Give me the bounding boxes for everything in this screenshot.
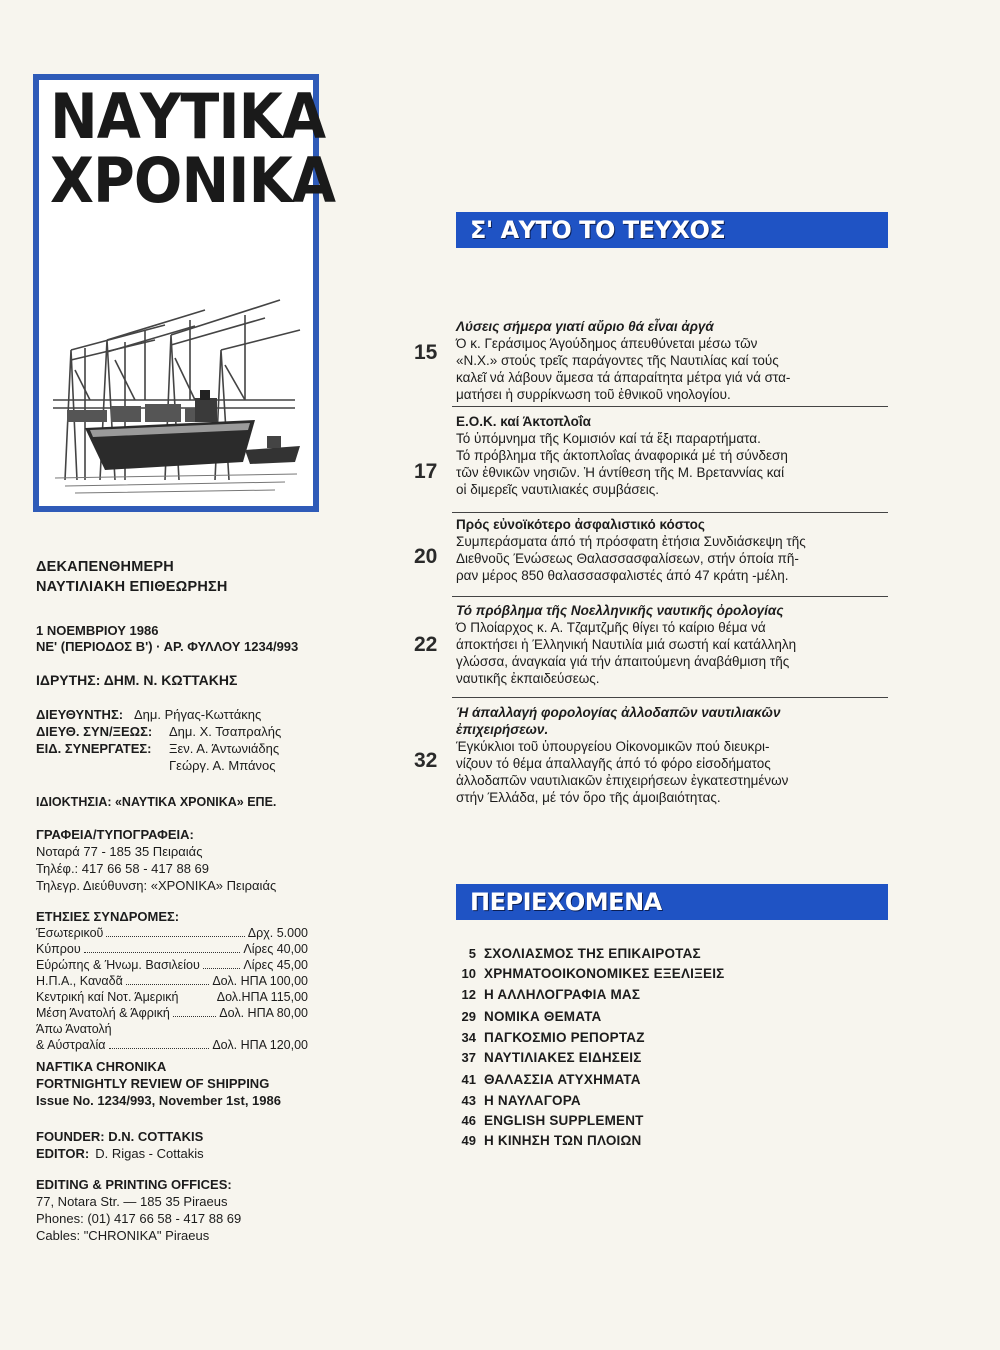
article-line: άποκτήσει ἡ Έλληνική Ναυτιλία μιά σωστή καί κατάλληλη [456,637,797,652]
toc-label: ENGLISH SUPPLEMENT [484,1113,644,1128]
subscription-price: Δολ.ΗΠΑ 115,00 [216,990,308,1004]
ship-crane-illustration [45,230,307,500]
subscription-region: Έσωτερικοῦ [36,926,104,940]
staff-name: Γεώργ. Α. Μπάνος [169,758,276,773]
office-line: Τηλεγρ. Διεύθυνση: «ΧΡΟΝΙΚΑ» Πειραιάς [36,878,277,893]
article-title: Λύσεις σήμερα γιατί αὔριο θά εἶναι ἀργά [456,319,714,334]
toc-item[interactable] [440,1009,601,1029]
toc-item[interactable] [440,1113,644,1133]
staff-name: Δημ. Ρήγας-Κωττάκης [134,707,262,722]
english-title: NAFTIKA CHRONIKA [36,1059,167,1074]
toc-label: Η ΝΑΥΛΑΓΟΡΑ [484,1093,581,1108]
subscription-row [36,925,308,941]
english-offices [36,1176,241,1244]
contents-banner [456,884,888,920]
staff-row [36,706,281,723]
subscription-region: Εύρώπης & Ήνωμ. Βασιλείου [36,958,200,972]
toc-item[interactable] [440,1072,641,1092]
article-line: τῶν ἐθνικῶν νησιῶν. Ἡ άντίθεση τῆς Μ. Βρεταννίας καί [456,465,785,480]
toc-page: 29 [461,1009,476,1024]
english-masthead [36,1058,281,1109]
staff-role: ΔΙΕΥΘΥΝΤΗΣ: [36,707,124,722]
toc-page: 41 [461,1072,476,1087]
divider [452,596,888,597]
article-page-number: 20 [414,545,438,568]
offices-heading: ΓΡΑΦΕΙΑ/ΤΥΠΟΓΡΑΦΕΙΑ: [36,827,194,842]
issue-date: 1 ΝΟΕΜΒΡΙΟΥ 1986 [36,623,159,638]
article-page-number: 15 [414,341,438,364]
english-credits [36,1128,204,1162]
toc-label: Η ΑΛΛΗΛΟΓΡΑΦΙΑ ΜΑΣ [484,987,641,1002]
article-line: Έγκύκλιοι τοῦ ὑπουργείου Οἰκονομικῶν πού διευκρι- [456,739,770,754]
article-line: ραν μέρος 850 θαλασσασφαλιστές άπό 47 κράτη -μέλη. [456,568,789,583]
cover-title-line2: ΧΡΟΝΙΚΑ [49,144,336,217]
staff-role [36,757,169,774]
toc-label: ΣΧΟΛΙΑΣΜΟΣ ΤΗΣ ΕΠΙΚΑΙΡΟΤΑΣ [484,946,701,961]
issue-number: ΝΕ' (ΠΕΡΙΟΔΟΣ Β') · ΑΡ. ΦΥΛΛΟΥ 1234/993 [36,639,299,654]
editor-en [36,1145,204,1162]
toc-label: ΘΑΛΑΣΣΙΑ ΑΤΥΧΗΜΑΤΑ [484,1072,641,1087]
toc-item[interactable] [440,1030,645,1050]
article-line: Διεθνοῦς Ένώσεως Θαλασσασφαλίσεων, στήν όποία πῆ- [456,551,799,566]
article-item[interactable] [456,516,890,584]
article-page-number: 17 [414,460,438,483]
subscriptions-block [36,908,308,1053]
subscription-row [36,1037,308,1053]
divider [452,512,888,513]
article-line: οἱ διμερεῖς ναυτιλιακές συμβάσεις. [456,482,660,497]
article-line: Ό Πλοίαρχος κ. Α. Τζαμτζμῆς θίγει τό καίριο θέμα νά [456,620,766,635]
article-page-number: 32 [414,749,438,772]
toc-page: 43 [461,1093,476,1108]
toc-label: ΧΡΗΜΑΤΟΟΙΚΟΝΟΜΙΚΕΣ ΕΞΕΛΙΞΕΙΣ [484,966,725,981]
article-line: Ό κ. Γεράσιμος Άγούδημος άπευθύνεται μέσω τῶν [456,336,758,351]
office-en-line: Cables: "CHRONIKA" Piraeus [36,1228,210,1243]
toc-page: 5 [468,946,476,961]
article-item[interactable] [456,704,816,806]
article-line: ναυτικῆς ἐκπαιδεύσεως. [456,671,600,686]
toc-label: ΠΑΓΚΟΣΜΙΟ ΡΕΠΟΡΤΑΖ [484,1030,645,1045]
article-line: στήν Έλλάδα, μέ τόν ὅρο τῆς άμοιβαιότητας. [456,790,721,805]
in-this-issue-banner [456,212,888,248]
office-en-line: 77, Notara Str. — 185 35 Piraeus [36,1194,228,1209]
article-page-number: 22 [414,633,438,656]
toc-item[interactable] [440,966,724,986]
article-line: Συμπεράσματα άπό τή πρόσφατη ἐτήσια Συνδιάσκεψη τῆς [456,534,806,549]
divider [452,406,888,407]
staff-name: Ξεν. Α. Άντωνιάδης [169,741,280,756]
founder-en: FOUNDER: D.N. COTTAKIS [36,1129,204,1144]
article-line: γλώσσα, άναγκαία γιά τήν άπαιτούμενη άναβάθμιση τῆς [456,654,790,669]
divider [452,697,888,698]
staff-role: ΕΙΔ. ΣΥΝΕΡΓΑΤΕΣ: [36,741,152,756]
toc-page: 37 [461,1050,476,1065]
staff-role: ΔΙΕΥΘ. ΣΥΝ/ΞΕΩΣ: [36,724,153,739]
staff-row [36,723,281,740]
subscription-row [36,957,308,973]
masthead-subtitle1: ΔΕΚΑΠΕΝΘΗΜΕΡΗ [36,559,174,575]
subscription-row [36,989,308,1005]
article-title: Ή άπαλλαγή φορολογίας ἀλλοδαπῶν ναυτιλιακῶν ἐπιχειρήσεων. [456,705,781,737]
article-title: Τό πρόβλημα τῆς Νοελληνικῆς ναυτικῆς ὀρολογίας [456,603,784,618]
subscription-row [36,1021,308,1037]
office-line: Τηλέφ.: 417 66 58 - 417 88 69 [36,861,209,876]
subscriptions-heading: ΕΤΗΣΙΕΣ ΣΥΝΔΡΟΜΕΣ: [36,909,180,924]
toc-item[interactable] [440,1050,642,1070]
staff-row [36,757,281,774]
toc-label: ΝΑΥΤΙΛΙΑΚΕΣ ΕΙΔΗΣΕΙΣ [484,1050,642,1065]
ownership: ΙΔΙΟΚΤΗΣΙΑ: «ΝΑΥΤΙΚΑ ΧΡΟΝΙΚΑ» ΕΠΕ. [36,795,277,809]
subscription-price: Δολ. ΗΠΑ 100,00 [212,974,308,988]
in-this-issue-heading: Σ' ΑΥΤΟ ΤΟ ΤΕΥΧΟΣ [470,216,726,244]
staff-list [36,706,281,774]
subscription-row [36,941,308,957]
article-item[interactable] [456,318,890,403]
article-line: «Ν.Χ.» στούς τρεῖς παράγοντες τῆς Ναυτιλίας καί τούς [456,353,779,368]
staff-row [36,740,281,757]
toc-page: 10 [461,966,476,981]
offices-block [36,826,276,894]
subscription-region: & Αύστραλία [36,1038,106,1052]
subscription-region: Η.Π.Α., Καναδᾶ [36,974,123,988]
english-issue: Issue No. 1234/993, November 1st, 1986 [36,1093,281,1108]
subscription-price: Λίρες 45,00 [243,958,308,972]
english-subtitle: FORTNIGHTLY REVIEW OF SHIPPING [36,1076,270,1091]
toc-item[interactable] [440,946,701,966]
article-line: Τό ὑπόμνημα τῆς Κομισιόν καί τά ἕξι παραρτήματα. [456,431,761,446]
editor-en-name: D. Rigas - Cottakis [95,1146,204,1161]
article-item[interactable] [456,602,890,687]
cover-title-line1: ΝΑΥΤΙΚΑ [49,80,326,153]
cover-thumbnail [33,74,336,512]
subscription-region: Μέση Άνατολή & Άφρική [36,1006,170,1020]
offices-en-heading: EDITING & PRINTING OFFICES: [36,1177,232,1192]
contents-heading: ΠΕΡΙΕΧΟΜΕΝΑ [470,888,662,916]
subscription-row [36,973,308,989]
masthead-subtitle2: ΝΑΥΤΙΛΙΑΚΗ ΕΠΙΘΕΩΡΗΣΗ [36,579,228,595]
office-en-line: Phones: (01) 417 66 58 - 417 88 69 [36,1211,242,1226]
subscription-row [36,1005,308,1021]
subscription-region: Άπω Άνατολή [36,1022,112,1036]
toc-page: 49 [461,1133,476,1148]
article-line: καλεῖ νά λάβουν ἄμεσα τά άπαραίτητα μέτρα γιά νά στα- [456,370,791,385]
subscription-region: Κύπρου [36,942,81,956]
subscription-price: Λίρες 40,00 [243,942,308,956]
article-item[interactable] [456,413,890,498]
article-line: Τό πρόβλημα τῆς άκτοπλοΐας άναφορικά μέ τή σύνδεση [456,448,788,463]
toc-label: Η ΚΙΝΗΣΗ ΤΩΝ ΠΛΟΙΩΝ [484,1133,642,1148]
editor-en-label: EDITOR: [36,1146,90,1161]
toc-page: 46 [461,1113,476,1128]
subscription-region: Κεντρική καί Νοτ. Άμερική [36,990,179,1004]
article-title: Πρός εὐνοϊκότερο ἀσφαλιστικό κόστος [456,517,705,532]
subscription-price: Δολ. ΗΠΑ 120,00 [212,1038,308,1052]
toc-label: ΝΟΜΙΚΑ ΘΕΜΑΤΑ [484,1009,602,1024]
article-line: ματήσει ἡ συρρίκνωση τοῦ ἐθνικοῦ νηολογίου. [456,387,731,402]
article-title: Ε.Ο.Κ. καί Άκτοπλοΐα [456,414,591,429]
subscription-price: Δρχ. 5.000 [247,926,308,940]
toc-item[interactable] [440,987,640,1007]
office-line: Νοταρά 77 - 185 35 Πειραιάς [36,844,203,859]
toc-page: 12 [461,987,476,1002]
toc-page: 34 [461,1030,476,1045]
article-line: ἀλλοδαπῶν ναυτιλιακῶν ἐπιχειρήσεων ἐγκατεστημένων [456,773,789,788]
toc-item[interactable] [440,1093,581,1113]
founder: ΙΔΡΥΤΗΣ: ΔΗΜ. Ν. ΚΩΤΤΑΚΗΣ [36,672,238,688]
article-line: νίζουν τό θέμα άπαλλαγῆς άπό τό φόρο εἰσοδήματος [456,756,771,771]
toc-item[interactable] [440,1133,641,1153]
staff-name: Δημ. Χ. Τσαπραλής [169,724,282,739]
subscription-price: Δολ. ΗΠΑ 80,00 [219,1006,308,1020]
